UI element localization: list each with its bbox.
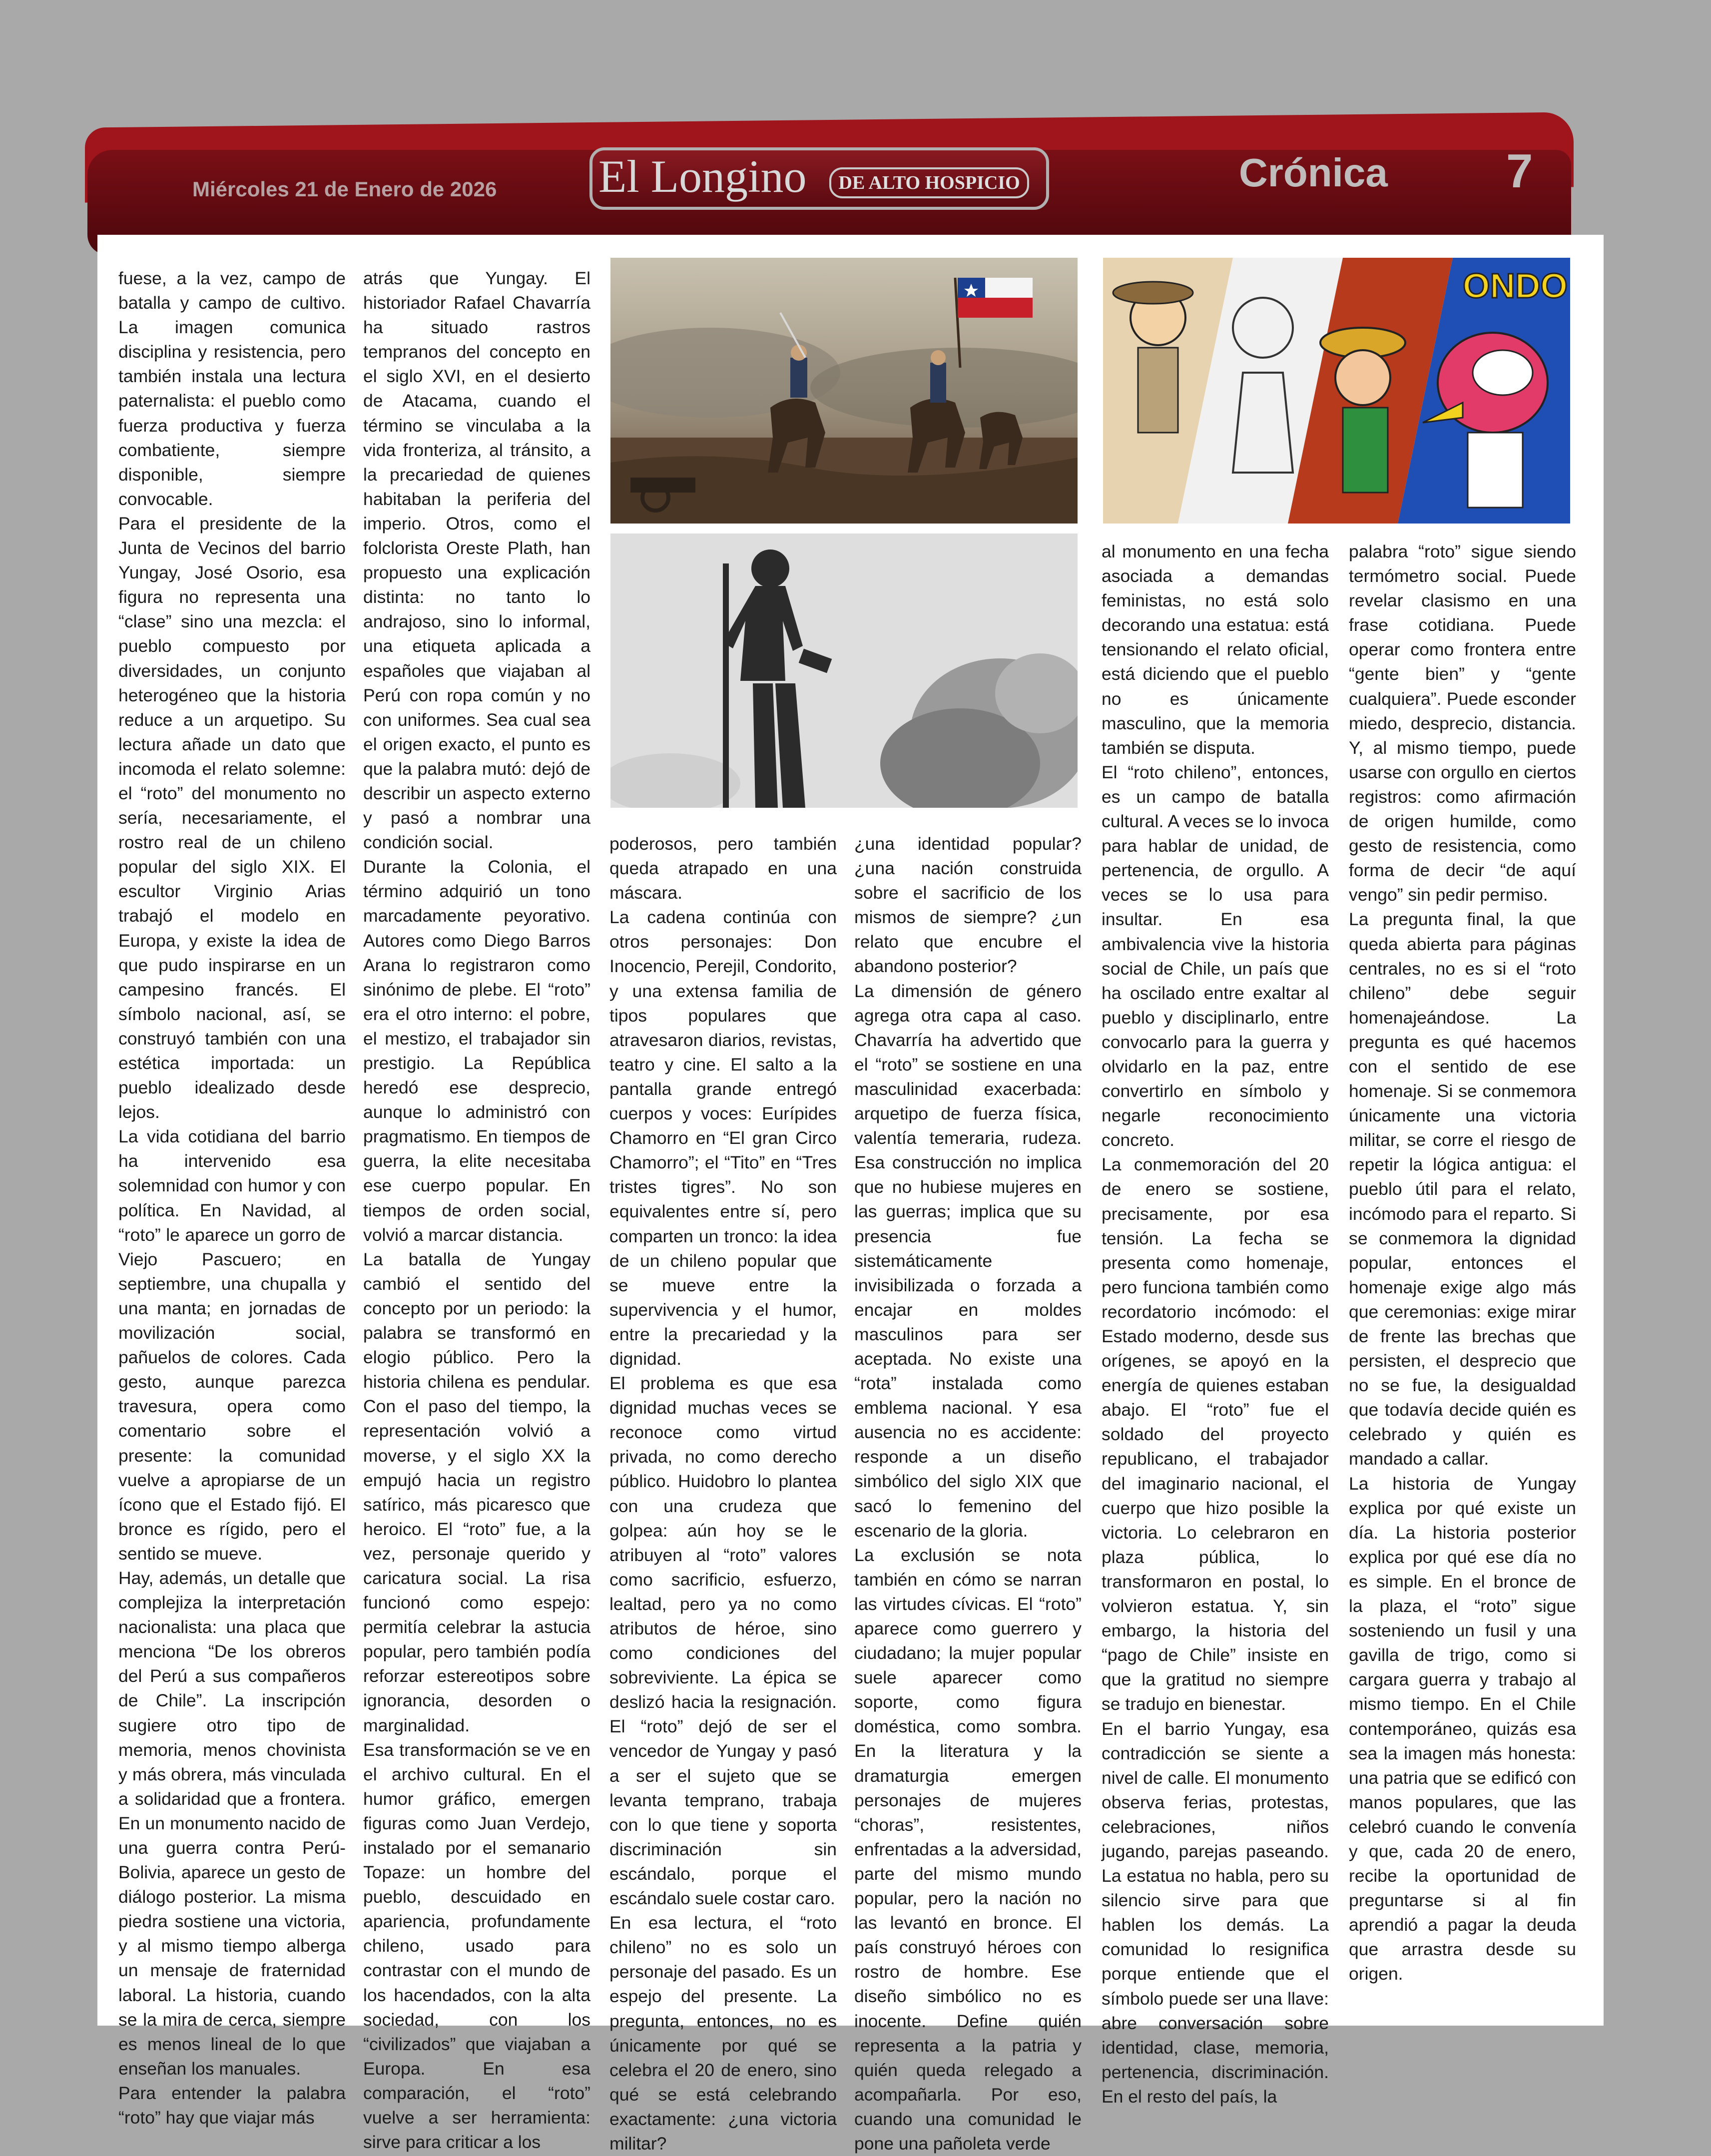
paragraph: Esa transformación se ve en el archivo cultural. En el humor gráfico, emergen figuras como Juan Verdejo, instalado por el semanario Topaze: un hombre del pueblo, descuidado en apariencia, profundamente chileno, usado para contrastar con el mundo de los hacendados, con la alta sociedad, con los “civilizados” que viajaban a Europa. En esa comparación, el “roto” vuelve a ser herramienta: sirve para criticar a los [363, 1739, 590, 2153]
paragraph: poderosos, pero también queda atrapado en una máscara. [609, 834, 837, 903]
paragraph: La cadena continúa con otros personajes: Don Inocencio, Perejil, Condorito, y una extensa familia de tipos populares que atravesaron diarios, revistas, teatro y cine. El salto a la pantalla grande entregó cuerpos y voces: Eurípides Chamorro en “El gran Circo Chamorro”; el “Tito” en “Tres tristes tigres”. No son equivalentes entre sí, pero comparten un tronco: la idea de un chileno popular que se mueve entre la supervivencia y el humor, entre la precariedad y la dignidad. [609, 907, 837, 1369]
svg-text:ONDO: ONDO [1463, 266, 1568, 305]
paragraph: palabra “roto” sigue siendo termómetro social. Puede revelar clasismo en una frase cotidiana. Puede operar como frontera entre “gente bien” y “gente cualquiera”. Puede esconder miedo, desprecio, distancia. Y, al mismo tiempo, puede usarse con orgullo en ciertos registros: como afirmación de origen humilde, como gesto de resistencia, como forma de decir “de aquí vengo” sin pedir permiso. [1349, 541, 1576, 905]
text-column-4 [854, 832, 1082, 2156]
comic-characters-illustration [1103, 258, 1570, 524]
paragraph: La historia de Yungay explica por qué existe un día. La historia posterior explica por qué ese día no es simple. En el bronce de la plaza, el “roto” sigue sosteniendo un fusil y una gavilla de trigo, como si cargara guerra y trabajo al mismo tiempo. En el Chile contemporáneo, quizás esa sea la imagen más honesta: una patria que se edificó con manos populares, que las celebró cuando le convenía y que, cada 20 de enero, recibe la oportunidad de preguntarse si al fin aprendió a pagar la deuda que arrastra desde su origen. [1349, 1473, 1576, 1984]
paragraph: En el barrio Yungay, esa contradicción se siente a nivel de calle. El monumento observa ferias, protestas, celebraciones, niños jugando, parejas paseando. La estatua no habla, pero su silencio sirve para que hablen los demás. La comunidad lo resignifica porque entiende que el símbolo puede ser una llave: abre conversación sobre identidad, clase, memoria, pertenencia, discriminación. En el resto del país, la [1102, 1718, 1329, 2107]
masthead-subtitle: DE ALTO HOSPICIO [829, 167, 1029, 198]
paragraph: Hay, además, un detalle que complejiza la interpretación nacionalista: una placa que menciona “De los obreros del Perú a sus compañeros de Chile”. La inscripción sugiere otro tipo de memoria, menos chovinista y más obrera, más vinculada a solidaridad que a frontera. En un monumento nacido de una guerra contra Perú-Bolivia, aparece un gesto de diálogo posterior. La misma piedra sostiene una victoria, y al mismo tiempo alberga un mensaje de fraternidad laboral. La historia, cuando se la mira de cerca, siempre es menos lineal de lo que enseñan los manuales. [118, 1568, 346, 2079]
section-title: Crónica [1239, 150, 1388, 195]
paragraph: al monumento en una fecha asociada a demandas feministas, no está solo decorando una estatua: está tensionando el relato oficial, está diciendo que el pueblo no es únicamente masculino, que la memoria también se disputa. [1102, 541, 1329, 758]
paragraph: atrás que Yungay. El historiador Rafael Chavarría ha situado rastros tempranos del concepto en el siglo XVI, en el desierto de Atacama, cuando el término se vinculaba a la vida fronteriza, al tránsito, a la precariedad de quienes habitaban la periferia del imperio. Otros, como el folclorista Oreste Plath, han propuesto una explicación distinta: no tanto lo andrajoso, sino lo informal, una etiqueta aplicada a españoles que viajaban al Perú con ropa común y no con uniformes. Sea cual sea el origen exacto, el punto es que la palabra mutó: dejó de describir un aspecto externo y pasó a nombrar una condición social. [363, 268, 590, 853]
paragraph: La dimensión de género agrega otra capa al caso. Chavarría ha advertido que el “roto” se sostiene en una masculinidad exacerbada: arquetipo de fuerza física, valentía temeraria, rudeza. Esa construcción no implica que no hubiese mujeres en las guerras; implica que su presencia fue sistemáticamente invisibilizada o forzada a encajar en moldes masculinos para ser aceptada. No existe una “rota” instalada como emblema nacional. Y esa ausencia no es accidente: responde a un diseño simbólico del siglo XIX que sacó lo femenino del escenario de la gloria. [854, 981, 1082, 1541]
paragraph: Para entender la palabra “roto” hay que viajar más [118, 2083, 346, 2128]
paragraph: La vida cotidiana del barrio ha intervenido esa solemnidad con humor y con política. En Navidad, al “roto” le aparece un gorro de Viejo Pascuero; en septiembre, una chupalla y una manta; en jornadas de movilización social, pañuelos de colores. Cada gesto, aunque parezca travesura, opera como comentario sobre el presente: la comunidad vuelve a apropiarse de un ícono que el Estado fijó. El bronce es rígido, pero el sentido se mueve. [118, 1126, 346, 1564]
paragraph: Durante la Colonia, el término adquirió un tono marcadamente peyorativo. Autores como Diego Barros Arana lo registraron como sinónimo de plebe. El “roto” era el otro interno: el pobre, el mestizo, el trabajador sin prestigio. La República heredó ese desprecio, aunque lo administró con pragmatismo. En tiempos de guerra, la elite necesitaba ese cuerpo popular. En tiempos de orden social, volvió a marcar distancia. [363, 857, 590, 1245]
paragraph: fuese, a la vez, campo de batalla y campo de cultivo. La imagen comunica disciplina y resistencia, pero también instala una lectura paternalista: el pueblo como fuerza productiva y fuerza combatiente, siempre disponible, siempre convocable. [118, 268, 346, 509]
paragraph: El problema es que esa dignidad muchas veces se reconoce como virtud privada, no como derecho público. Huidobro lo plantea con una crudeza que golpea: aún hoy se le atribuyen al “roto” valores como sacrificio, esfuerzo, lealtad, pero ya no como atributos de héroe, sino como condiciones del sobreviviente. La épica se deslizó hacia la resignación. El “roto” dejó de ser el vencedor de Yungay y pasó a ser el sujeto que se levanta temprano, trabaja con lo que tiene y soporta discriminación sin escándalo, porque el escándalo suele costar caro. [609, 1373, 837, 1909]
paragraph: En esa lectura, el “roto chileno” no es solo un personaje del pasado. Es un espejo del presente. La pregunta, entonces, no es únicamente por qué se celebra el 20 de enero, sino qué se está celebrando exactamente: ¿una victoria militar? [609, 1913, 837, 2154]
paragraph: La pregunta final, la que queda abierta para páginas centrales, no es si el “roto chileno” debe seguir homenajeándose. La pregunta es qué hacemos con el sentido de ese homenaje. Si se conmemora únicamente una victoria militar, se corre el riesgo de repetir la lógica antigua: el pueblo útil para el relato, incómodo para el reparto. Si se conmemora la dignidad popular, entonces el homenaje exige algo más que ceremonias: exige mirar de frente las brechas que persisten, el desprecio que no se fue, la desigualdad que todavía decide quién es celebrado y quién es mandado a callar. [1349, 909, 1576, 1469]
paragraph: La exclusión se nota también en cómo se narran las virtudes cívicas. El “roto” aparece como guerrero y ciudadano; la mujer popular suele aparecer como soporte, como figura doméstica, como sombra. En la literatura y la dramaturgia emergen personajes de mujeres “choras”, resistentes, enfrentadas a la adversidad, parte del mismo mundo popular, pero la nación no las levantó en bronce. El país construyó héroes con rostro de hombre. Ese diseño simbólico no es inocente. Define quién representa a la patria y quién queda relegado a acompañarla. Por eso, cuando una comunidad le pone una pañoleta verde [854, 1545, 1082, 2154]
paragraph: La batalla de Yungay cambió el sentido del concepto por un periodo: la palabra se transformó en elogio público. Pero la historia chilena es pendular. Con el paso del tiempo, la representación volvió a moverse, y el siglo XX la empujó hacia un registro satírico, más picaresco que heroico. El “roto” fue, a la vez, personaje querido y caricatura social. La risa funcionó como espejo: permitía celebrar la astucia popular, pero también podía reforzar estereotipos sobre ignorancia, desorden o marginalidad. [363, 1249, 590, 1735]
text-column-3 [609, 832, 837, 2156]
paragraph: ¿una identidad popular? ¿una nación construida sobre el sacrificio de los mismos de siempre? ¿un relato que encubre el abandono posterior? [854, 834, 1082, 977]
issue-date: Miércoles 21 de Enero de 2026 [192, 177, 497, 201]
text-column-5 [1102, 539, 1329, 2109]
statue-photo [610, 534, 1078, 808]
paragraph: El “roto chileno”, entonces, es un campo de batalla cultural. A veces se lo invoca para hablar de unidad, de pertenencia, de orgullo. A veces se lo usa para insultar. En esa ambivalencia vive la historia social de Chile, un país que ha oscilado entre exaltar al pueblo y disciplinarlo, entre convocarlo para la guerra y olvidarlo en la paz, entre convertirlo en símbolo y negarle reconocimiento concreto. [1102, 762, 1329, 1150]
text-column-2 [363, 266, 590, 2155]
paragraph: La conmemoración del 20 de enero se sostiene, precisamente, por esa tensión. La fecha se presenta como homenaje, pero funciona también como recordatorio incómodo: el Estado moderno, desde sus orígenes, se apoyó en la energía de quienes estaban abajo. El “roto” fue el soldado del proyecto republicano, el trabajador del imaginario nacional, el cuerpo que hizo posible la victoria. Lo celebraron en plaza pública, lo transformaron en postal, lo volvieron estatua. Y, sin embargo, la historia del “pago de Chile” insiste en que la gratitud no siempre se tradujo en bienestar. [1102, 1154, 1329, 1714]
paragraph: Para el presidente de la Junta de Vecinos del barrio Yungay, José Osorio, esa figura no representa una “clase” sino una mezcla: el pueblo compuesto por diversidades, un conjunto heterogéneo que la historia reduce a un arquetipo. Su lectura añade un dato que incomoda el relato solemne: el “roto” del monumento no sería, necesariamente, el rostro real de un chileno popular del siglo XIX. El escultor Virginio Arias trabajó el modelo en Europa, y existe la idea de que pudo inspirarse en un campesino francés. El símbolo nacional, así, se construyó también con una estética importada: un pueblo idealizado desde lejos. [118, 513, 346, 1122]
masthead-title: El Longino [598, 151, 807, 202]
text-column-6 [1349, 539, 1576, 1987]
battle-painting [610, 258, 1078, 524]
text-column-1 [118, 266, 346, 2130]
page-number: 7 [1506, 144, 1533, 198]
